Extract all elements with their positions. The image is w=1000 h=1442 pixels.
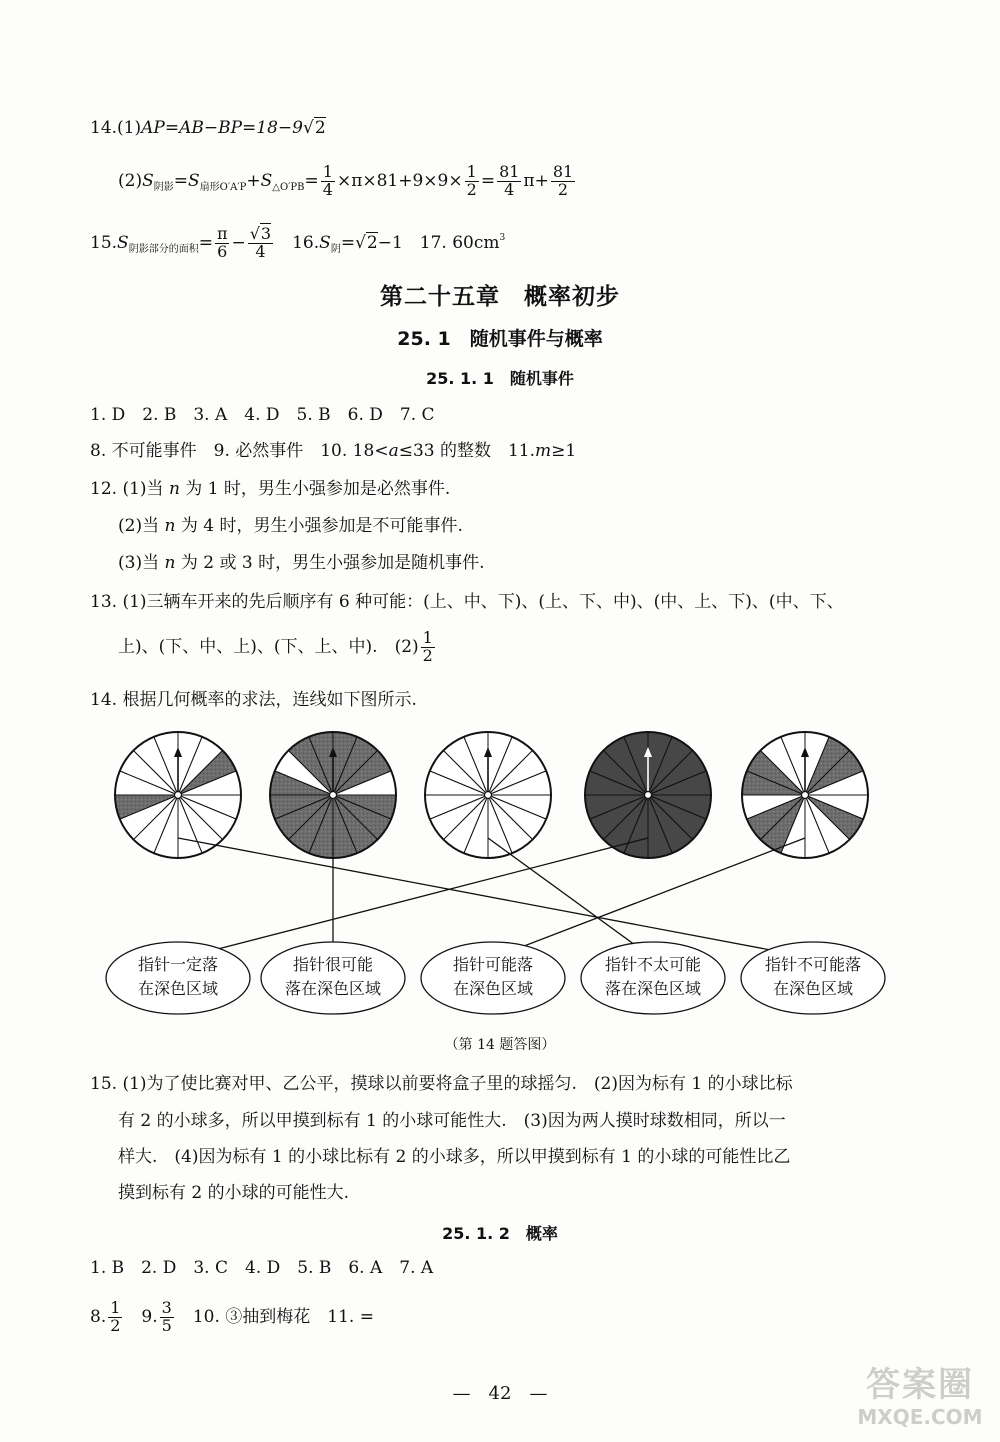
oval-1 (106, 942, 250, 1014)
spinner-wheel-1 (115, 732, 241, 858)
hub-icon (330, 792, 337, 799)
answers-2-1-7: 1. B 2. D 3. C 4. D 5. B 6. A 7. A (90, 1258, 434, 1278)
answers-2-8-11: 8. $\frac{1}{2}$ 9. $\frac{3}{5}$ 10. ③抽到梅花 11. = (90, 1298, 374, 1335)
spinner-wheel-4 (585, 732, 711, 858)
section-title: 25. 1 随机事件与概率 (397, 328, 603, 350)
match-line-3 (488, 838, 653, 958)
q13-line2: 上)、(下、中、上)、(下、上、中). (2) $\frac{1}{2}$ (118, 628, 433, 665)
spinner-figure (0, 725, 1000, 1035)
chapter-title: 第二十五章 概率初步 (380, 284, 620, 310)
watermark-logo: 答案圈 MXQE.COM (857, 1365, 983, 1429)
oval-3-line2: 在深色区域 (452, 979, 534, 998)
oval-2-line2: 落在深色区域 (284, 979, 382, 998)
oval-4 (581, 942, 725, 1014)
q14-part2: $(2)S_{阴影}=S_{扇形O'A'P}+S_{\triangle O'PB}=$ $\frac{1}{4}$ ×π×81+9×9× $\frac{1}{2}$ = $\frac{81}{4}$ π+ $\frac{81}{2}$ (118, 162, 574, 199)
q15-line1: 15. (1)为了使比赛对甲、乙公平，摸球以前要将盒子里的球摇匀. (2)因为标有 1 的小球比标 (90, 1074, 793, 1094)
spinner-wheel-5 (742, 732, 868, 858)
q13-line1: 13. (1)三辆车开来的先后顺序有 6 种可能：(上、中、下)、(上、下、中)、(中、上、下)、(中、下、 (90, 592, 844, 612)
q12-part2: (2)当 n 为 4 时，男生小强参加是不可能事件. (118, 516, 463, 536)
oval-4-line2: 落在深色区域 (604, 979, 702, 998)
fraction: $\frac{1}{4}$ (322, 162, 333, 199)
oval-5-line2: 在深色区域 (772, 979, 854, 998)
oval-3 (421, 942, 565, 1014)
answers-1-7: 1. D 2. B 3. A 4. D 5. B 6. D 7. C (90, 405, 435, 425)
figure-caption: （第 14 题答图） (444, 1037, 556, 1053)
q15-q17-line: $15.S_{阴影部分的面积}=$ $\frac{\pi}{6}$ − $\frac{√3}{4}$ $16.S_阴=√2-1$ 17. $60cm^3$ (90, 224, 506, 261)
q15-line3: 样大. (4)因为标有 1 的小球比标有 2 的小球多，所以甲摸到标有 1 的小球的可能性比乙 (118, 1147, 791, 1167)
page-number: — 42 — (452, 1383, 548, 1404)
spinner-wheel-3 (425, 732, 551, 858)
subsection-title-1: 25. 1. 1 随机事件 (426, 369, 574, 388)
hub-icon (645, 792, 652, 799)
oval-2-line1: 指针很可能 (292, 955, 374, 974)
fraction: $\frac{1}{2}$ (422, 628, 433, 665)
oval-5-line1: 指针不可能落 (764, 955, 862, 974)
q12-part1: 12. (1)当 n 为 1 时，男生小强参加是必然事件. (90, 479, 451, 499)
q14-text: 14. 根据几何概率的求法，连线如下图所示. (90, 690, 417, 710)
hub-icon (802, 792, 809, 799)
match-line-4 (183, 838, 648, 958)
oval-1-line1: 指针一定落 (137, 955, 219, 974)
fraction: $\frac{3}{5}$ (161, 1298, 172, 1335)
fraction: $\frac{\pi}{6}$ (216, 224, 228, 261)
oval-2 (261, 942, 405, 1014)
fraction: $\frac{81}{2}$ (552, 162, 574, 199)
q12-part3: (3)当 n 为 2 或 3 时，男生小强参加是随机事件. (118, 553, 485, 573)
q14-part1: 14.(1)AP=AB−BP=18−9√2 (90, 118, 326, 138)
hub-icon (175, 792, 182, 799)
oval-5 (741, 942, 885, 1014)
hub-icon (485, 792, 492, 799)
fraction: $\frac{81}{4}$ (499, 162, 520, 199)
oval-1-line2: 在深色区域 (137, 979, 219, 998)
answers-8-11: 8. 不可能事件 9. 必然事件 10. 18<a≤33 的整数 11.m≥1 (90, 441, 577, 461)
oval-4-line1: 指针不太可能 (604, 955, 702, 974)
subsection-title-2: 25. 1. 2 概率 (442, 1224, 558, 1243)
fraction: $\frac{1}{2}$ (466, 162, 477, 199)
oval-3-line1: 指针可能落 (452, 955, 534, 974)
fraction: $\frac{√3}{4}$ (249, 224, 272, 261)
q15-line4: 摸到标有 2 的小球的可能性大. (118, 1183, 350, 1203)
fraction: $\frac{1}{2}$ (110, 1298, 121, 1335)
q15-line2: 有 2 的小球多，所以甲摸到标有 1 的小球可能性大. (3)因为两人摸时球数相同，所以一 (118, 1111, 786, 1131)
